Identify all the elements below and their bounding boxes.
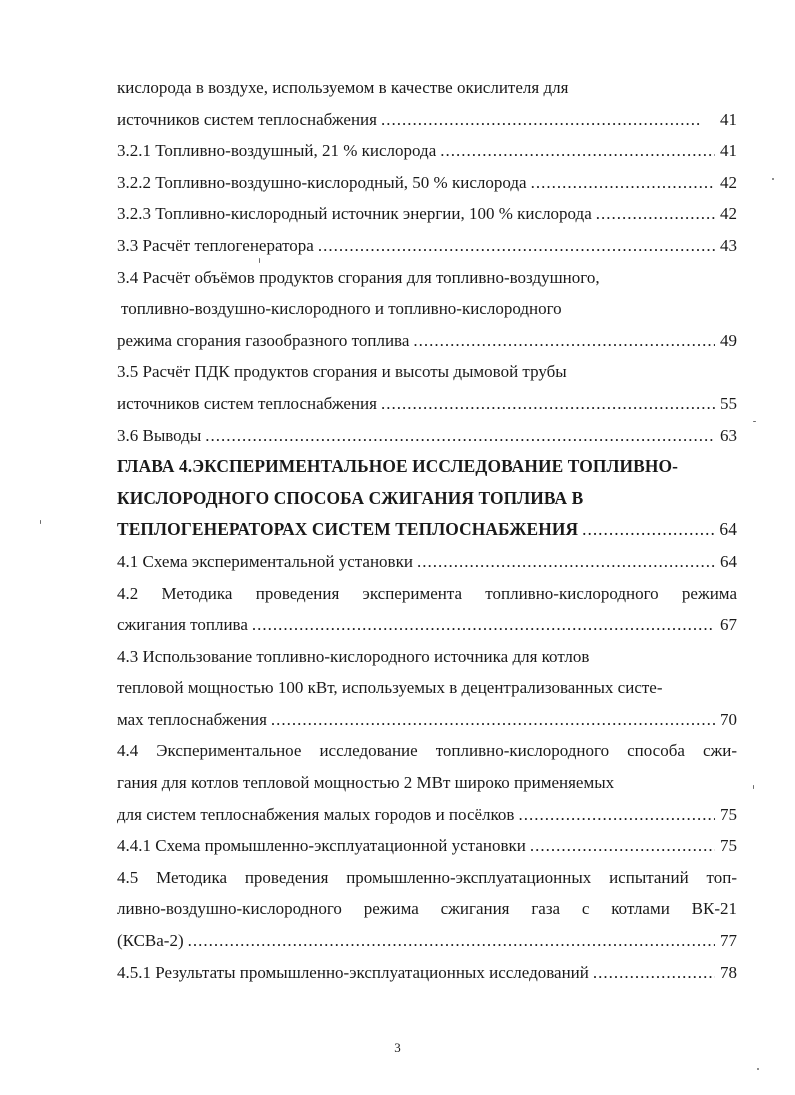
toc-text: кислорода в воздухе, используемом в качестве окислителя для <box>117 78 569 97</box>
toc-line <box>117 767 737 799</box>
toc-entry-page: 67 <box>720 615 737 635</box>
toc-entry-page: 78 <box>720 962 737 982</box>
toc-entry <box>117 230 737 262</box>
toc-entry-text: режима сгорания газообразного топлива <box>117 330 410 350</box>
toc-line <box>117 672 737 704</box>
toc-entry <box>117 198 737 230</box>
scan-speck <box>772 178 774 180</box>
dot-leader <box>188 925 715 957</box>
toc-entry-text: 3.2.2 Топливно-воздушно-кислородный, 50 % кислорода <box>117 172 527 192</box>
scan-speck <box>40 520 41 524</box>
toc-line <box>117 293 737 325</box>
chapter-heading-text: ГЛАВА 4.ЭКСПЕРИМЕНТАЛЬНОЕ ИССЛЕДОВАНИЕ ТОПЛИВНО- <box>117 456 678 477</box>
scan-speck <box>259 258 260 263</box>
toc-entry <box>117 388 737 420</box>
toc-entry-text: 3.3 Расчёт теплогенератора <box>117 235 314 255</box>
scan-speck <box>757 1068 759 1070</box>
toc-entry-page: 75 <box>720 836 737 856</box>
toc-line <box>117 893 737 925</box>
toc-entry-page: 42 <box>720 204 737 224</box>
toc-entry <box>117 135 737 167</box>
toc-line <box>117 356 737 388</box>
dot-leader <box>518 799 715 831</box>
chapter-heading-entry <box>117 514 737 546</box>
toc-entry-page: 64 <box>719 519 737 540</box>
chapter-heading-line <box>117 451 737 483</box>
table-of-contents <box>117 72 737 988</box>
toc-entry-page: 42 <box>720 172 737 192</box>
toc-text: 4.3 Использование топливно-кислородного источника для котлов <box>117 646 590 666</box>
toc-entry <box>117 830 737 862</box>
scan-speck <box>753 785 754 789</box>
toc-entry <box>117 420 737 452</box>
toc-text: 3.4 Расчёт объёмов продуктов сгорания для топливно-воздушного, <box>117 267 600 287</box>
dot-leader <box>582 514 715 546</box>
toc-line <box>117 262 737 294</box>
dot-leader <box>413 325 715 357</box>
toc-entry-text: 4.5.1 Результаты промышленно-эксплуатационных исследований <box>117 962 589 982</box>
toc-text: топливно-воздушно-кислородного и топливно-кислородного <box>121 299 562 319</box>
toc-entry-text: сжигания топлива <box>117 615 248 635</box>
dot-leader <box>417 546 715 578</box>
dot-leader <box>596 198 715 230</box>
dot-leader <box>252 609 715 641</box>
toc-line <box>117 641 737 673</box>
toc-entry <box>117 325 737 357</box>
toc-entry-page: 41 <box>720 109 737 129</box>
dot-leader <box>271 704 715 736</box>
toc-line <box>117 578 737 610</box>
toc-entry-page: 63 <box>720 425 737 445</box>
dot-leader <box>205 420 715 452</box>
toc-text: ливно-воздушно-кислородного режима сжигания газа с котлами ВК-21 <box>117 899 737 919</box>
dot-leader <box>318 230 715 262</box>
toc-entry <box>117 609 737 641</box>
toc-entry-text: для систем теплоснабжения малых городов и посёлков <box>117 804 515 824</box>
toc-entry <box>117 704 737 736</box>
dot-leader <box>381 388 715 420</box>
chapter-heading-line <box>117 483 737 515</box>
toc-entry-text: 3.2.3 Топливно-кислородный источник энергии, 100 % кислорода <box>117 204 592 224</box>
toc-text: 3.5 Расчёт ПДК продуктов сгорания и высоты дымовой трубы <box>117 362 567 382</box>
toc-entry <box>117 957 737 989</box>
toc-text: тепловой мощностью 100 кВт, используемых в децентрализованных систе- <box>117 678 663 698</box>
toc-entry-page: 41 <box>720 141 737 161</box>
toc-entry-text: (КСВа-2) <box>117 931 184 951</box>
dot-leader <box>530 830 715 862</box>
chapter-heading-text: ТЕПЛОГЕНЕРАТОРАХ СИСТЕМ ТЕПЛОСНАБЖЕНИЯ <box>117 519 579 540</box>
toc-entry-text: 3.6 Выводы <box>117 425 202 445</box>
toc-entry <box>117 167 737 199</box>
dot-leader <box>531 167 715 199</box>
page-number: 3 <box>394 1040 401 1055</box>
toc-entry <box>117 546 737 578</box>
toc-text: 4.5 Методика проведения промышленно-эксплуатационных испытаний топ- <box>117 867 737 887</box>
toc-text: 4.4 Экспериментальное исследование топливно-кислородного способа сжи- <box>117 741 737 761</box>
toc-entry-text: мах теплоснабжения <box>117 709 267 729</box>
toc-line <box>117 735 737 767</box>
toc-entry-text: 4.4.1 Схема промышленно-эксплуатационной установки <box>117 836 526 856</box>
toc-entry <box>117 104 737 136</box>
toc-entry-page: 55 <box>720 393 737 413</box>
toc-entry-page: 64 <box>720 551 737 571</box>
toc-entry <box>117 799 737 831</box>
scan-speck <box>753 421 756 422</box>
toc-entry-page: 49 <box>720 330 737 350</box>
toc-entry-text: 4.1 Схема экспериментальной установки <box>117 551 413 571</box>
toc-entry <box>117 925 737 957</box>
chapter-heading-text: КИСЛОРОДНОГО СПОСОБА СЖИГАНИЯ ТОПЛИВА В <box>117 487 584 508</box>
toc-text: 4.2 Методика проведения эксперимента топливно-кислородного режима <box>117 583 737 603</box>
toc-text: гания для котлов тепловой мощностью 2 МВт широко применяемых <box>117 773 615 793</box>
dot-leader <box>593 957 715 989</box>
dot-leader <box>440 135 715 167</box>
toc-line <box>117 862 737 894</box>
toc-line <box>117 72 737 104</box>
toc-entry-page: 43 <box>720 235 737 255</box>
toc-entry-page: 75 <box>720 804 737 824</box>
toc-entry-page: 77 <box>720 931 737 951</box>
toc-entry-text: источников систем теплоснабжения <box>117 109 377 129</box>
toc-entry-text: источников систем теплоснабжения <box>117 393 377 413</box>
toc-entry-text: 3.2.1 Топливно-воздушный, 21 % кислорода <box>117 141 437 161</box>
toc-entry-page: 70 <box>720 709 737 729</box>
dot-leader <box>381 104 701 136</box>
